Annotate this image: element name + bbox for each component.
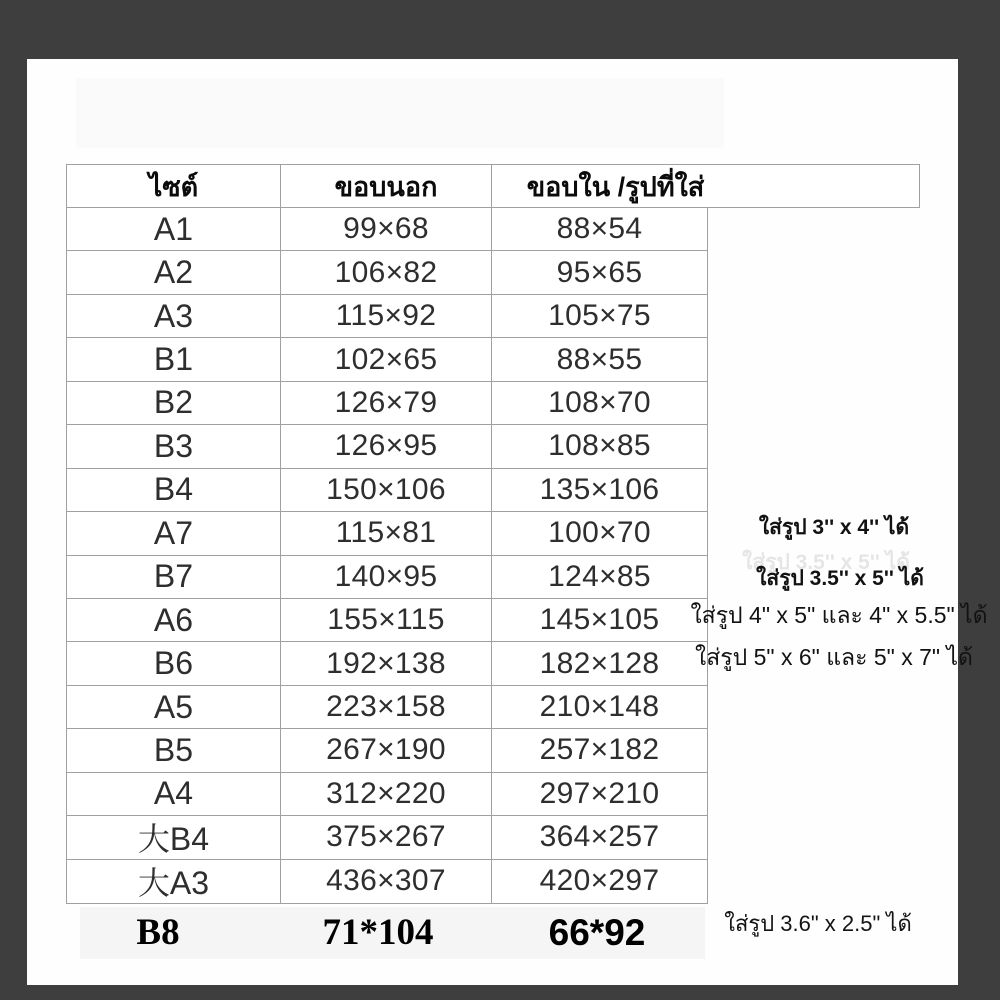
cell-inner-edge: 182×128 <box>539 646 660 680</box>
cell-size: A3 <box>67 295 281 337</box>
table-row <box>67 773 707 816</box>
table-header-row <box>66 164 920 208</box>
header-size: ไซต์ <box>67 165 281 207</box>
cell-inner-edge: 105×75 <box>548 299 651 333</box>
cell-size: A1 <box>67 208 281 250</box>
cell-inner-edge: 124×85 <box>548 559 651 593</box>
footer-outer-b8: 71*104 <box>322 912 434 953</box>
cell-inner-edge: 108×70 <box>548 385 651 419</box>
table-row <box>67 642 707 685</box>
footer-inner-b8: 66*92 <box>548 912 646 953</box>
cell-inner-edge: 88×54 <box>556 212 643 246</box>
cell-size: A6 <box>67 599 281 641</box>
cell-size: A4 <box>67 773 281 815</box>
cell-outer-edge: 375×267 <box>281 816 492 858</box>
table-row <box>67 425 707 468</box>
cell-outer-edge: 126×95 <box>281 425 492 467</box>
cell-outer-edge: 106×82 <box>281 251 492 293</box>
footer-size-b8: B8 <box>136 912 180 953</box>
header-outer-edge: ขอบนอก <box>281 165 492 207</box>
cell-outer-edge: 223×158 <box>281 686 492 728</box>
cell-outer-edge: 150×106 <box>281 469 492 511</box>
cell-outer-edge: 115×81 <box>281 512 492 554</box>
table-row <box>67 686 707 729</box>
cell-inner-edge: 297×210 <box>539 776 660 810</box>
cell-outer-edge: 102×65 <box>281 338 492 380</box>
table-row <box>67 251 707 294</box>
table-row <box>67 469 707 512</box>
cell-outer-edge: 140×95 <box>281 556 492 598</box>
cell-inner-edge: 135×106 <box>539 472 660 506</box>
cell-outer-edge: 312×220 <box>281 773 492 815</box>
cell-outer-edge: 267×190 <box>281 729 492 771</box>
cell-size: B4 <box>67 469 281 511</box>
cell-size: A2 <box>67 251 281 293</box>
cell-outer-edge: 115×92 <box>281 295 492 337</box>
cell-inner-edge: 257×182 <box>539 733 660 767</box>
cell-inner-edge: 364×257 <box>539 820 660 854</box>
annotation-fits-5x6-5x7: ใส่รูป 5" x 6" และ 5" x 7" ได้ <box>695 644 973 670</box>
cell-size: 大B4 <box>67 816 281 858</box>
cell-inner-edge: 95×65 <box>556 255 643 289</box>
table-row <box>67 338 707 381</box>
cell-size: A7 <box>67 512 281 554</box>
size-table-body <box>66 208 708 904</box>
cell-size: B1 <box>67 338 281 380</box>
table-row <box>67 295 707 338</box>
cell-inner-edge: 210×148 <box>539 690 660 724</box>
cell-size: B5 <box>67 729 281 771</box>
cell-size: B6 <box>67 642 281 684</box>
table-row <box>67 382 707 425</box>
cell-outer-edge: 192×138 <box>281 642 492 684</box>
cell-outer-edge: 155×115 <box>281 599 492 641</box>
annotation-ghost-3.5x5: ใส่รูป 3.5'' x 5'' ได้ <box>742 551 910 574</box>
table-row <box>67 860 707 903</box>
cell-outer-edge: 99×68 <box>281 208 492 250</box>
table-row <box>67 729 707 772</box>
faded-watermark-area <box>76 78 724 148</box>
cell-outer-edge: 436×307 <box>281 860 492 903</box>
cell-inner-edge: 145×105 <box>539 603 660 637</box>
table-row <box>67 599 707 642</box>
cell-inner-edge: 108×85 <box>548 429 651 463</box>
header-inner-edge: ขอบใน /รูปที่ใส่ <box>526 171 705 202</box>
cell-outer-edge: 126×79 <box>281 382 492 424</box>
cell-size: B3 <box>67 425 281 467</box>
table-row <box>67 208 707 251</box>
footer-note-fits-3.6x2.5: ใส่รูป 3.6" x 2.5" ได้ <box>724 911 912 936</box>
cell-inner-edge: 420×297 <box>539 864 660 898</box>
annotation-fits-3x4: ใส่รูป 3'' x 4'' ได้ <box>758 516 910 539</box>
table-row <box>67 556 707 599</box>
cell-inner-edge: 88×55 <box>556 342 643 376</box>
cell-inner-edge: 100×70 <box>548 516 651 550</box>
table-row <box>67 816 707 859</box>
annotation-fits-3.5x5: ใส่รูป 3.5'' x 5'' ได้ <box>756 567 924 590</box>
cell-size: B7 <box>67 556 281 598</box>
cell-size: B2 <box>67 382 281 424</box>
annotation-fits-4x5-4x5.5: ใส่รูป 4" x 5" และ 4" x 5.5" ได้ <box>690 602 988 628</box>
cell-size: A5 <box>67 686 281 728</box>
cell-size: 大A3 <box>67 860 281 903</box>
table-row <box>67 512 707 555</box>
